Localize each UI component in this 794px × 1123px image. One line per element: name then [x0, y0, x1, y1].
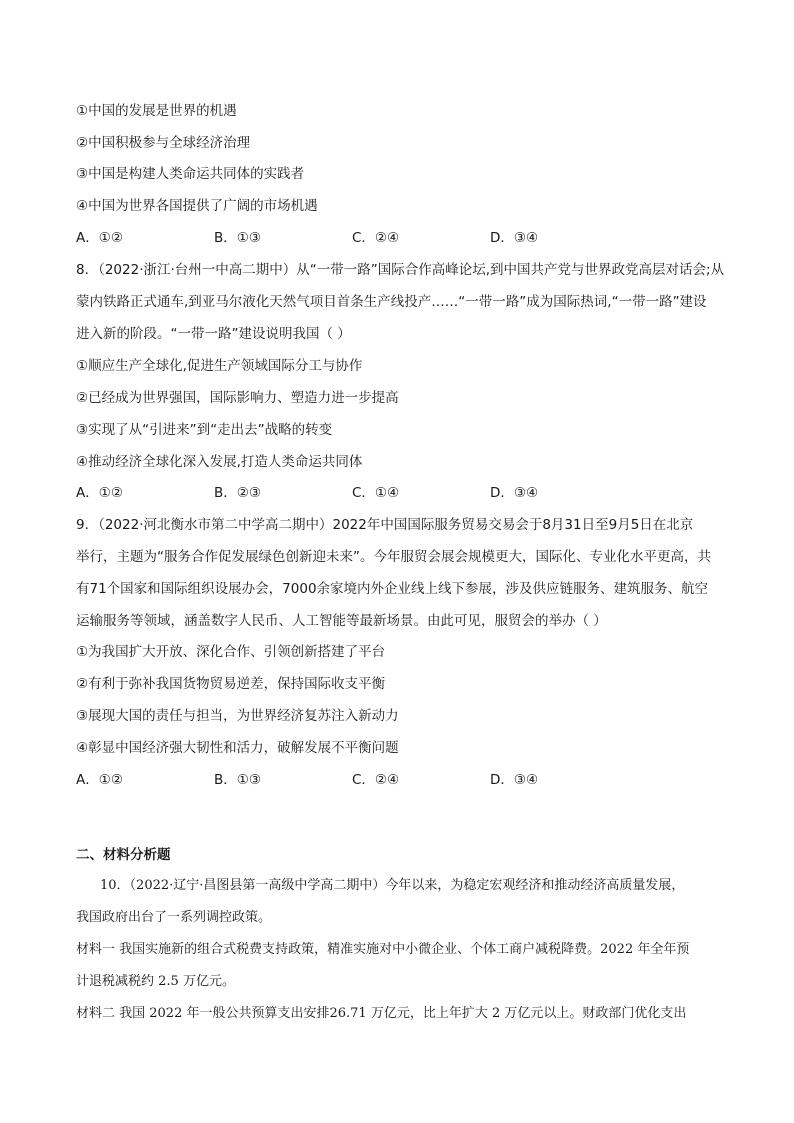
q9-stem-line-1: 9．（2022·河北衡水市第二中学高二期中）2022年中国国际服务贸易交易会于8月31日至9月5日在北京: [76, 517, 694, 533]
q8-stem-line-1: 8．（2022·浙江·台州一中高二期中）从“一带一路”国际合作高峰论坛,到中国共产党与世界政党高层对话会;从: [76, 262, 725, 278]
q9-option-d: D．③④: [490, 772, 539, 788]
section-title: 二、材料分析题: [76, 847, 171, 863]
q9-option-a: A．①②: [76, 772, 123, 788]
q8-options: [76, 483, 716, 503]
q10-stem-line-1: 10．（2022·辽宁·昌图县第一高级中学高二期中）今年以来，为稳定宏观经济和推动经济高质量发展，: [100, 878, 685, 893]
q7-option-a: A．①②: [76, 230, 123, 246]
q9-option-c: C．②④: [352, 772, 400, 788]
q10-material-2-line-1: 材料二 我国 2022 年一般公共预算支出安排26.71 万亿元，比上年扩大 2 万亿元以上。财政部门优化支出: [76, 1006, 687, 1021]
q9-options: [76, 770, 716, 790]
q8-option-b: B．②③: [214, 485, 261, 501]
q10-material-1-line-2: 计退税减税约 2.5 万亿元。: [76, 974, 235, 989]
q7-option-c: C．②④: [352, 230, 400, 246]
q7-item-2: ②中国积极参与全球经济治理: [76, 135, 251, 151]
q7-item-4: ④中国为世界各国提供了广阔的市场机遇: [76, 198, 318, 214]
q8-item-2: ②已经成为世界强国，国际影响力、塑造力进一步提高: [76, 390, 399, 406]
q8-item-1: ①顺应生产全球化,促进生产领域国际分工与协作: [76, 358, 363, 374]
q9-option-b: B．①③: [214, 772, 261, 788]
q10-material-1-line-1: 材料一 我国实施新的组合式税费支持政策，精准实施对中小微企业、个体工商户减税降费。2022 年全年预: [76, 942, 690, 957]
q8-option-c: C．①④: [352, 485, 400, 501]
q9-stem-line-4: 运输服务等领域，涵盖数字人民币、人工智能等最新场景。由此可见，服贸会的举办（ ）: [76, 613, 607, 629]
q7-option-d: D．③④: [490, 230, 539, 246]
q9-stem-line-2: 举行，主题为“服务合作促发展绿色创新迎未来”。今年服贸会展会规模更大，国际化、专业化水平更高，共: [76, 549, 711, 565]
q7-option-b: B．①③: [214, 230, 261, 246]
q8-item-4: ④推动经济全球化深入发展,打造人类命运共同体: [76, 454, 363, 470]
q9-item-3: ③展现大国的责任与担当，为世界经济复苏注入新动力: [76, 708, 399, 724]
q7-item-1: ①中国的发展是世界的机遇: [76, 103, 237, 119]
q8-stem-line-2: 蒙内铁路正式通车,到亚马尔液化天然气项目首条生产线投产……“一带一路”成为国际热词,“一带一路”建设: [76, 294, 707, 310]
q9-item-4: ④彰显中国经济强大韧性和活力，破解发展不平衡问题: [76, 740, 399, 756]
q9-stem-line-3: 有71个国家和国际组织设展办会，7000余家境内外企业线上线下参展，涉及供应链服务、建筑服务、航空: [76, 581, 709, 597]
q8-stem-line-3: 进入新的阶段。“一带一路”建设说明我国（ ）: [76, 326, 351, 342]
q10-stem-line-2: 我国政府出台了一系列调控政策。: [76, 910, 272, 925]
q7-item-3: ③中国是构建人类命运共同体的实践者: [76, 166, 305, 182]
q9-item-2: ②有利于弥补我国货物贸易逆差，保持国际收支平衡: [76, 676, 386, 692]
q9-item-1: ①为我国扩大开放、深化合作、引领创新搭建了平台: [76, 644, 386, 660]
q8-option-a: A．①②: [76, 485, 123, 501]
q8-option-d: D．③④: [490, 485, 539, 501]
q8-item-3: ③实现了从“引进来”到“走出去”战略的转变: [76, 422, 333, 438]
q7-options: [76, 228, 716, 248]
